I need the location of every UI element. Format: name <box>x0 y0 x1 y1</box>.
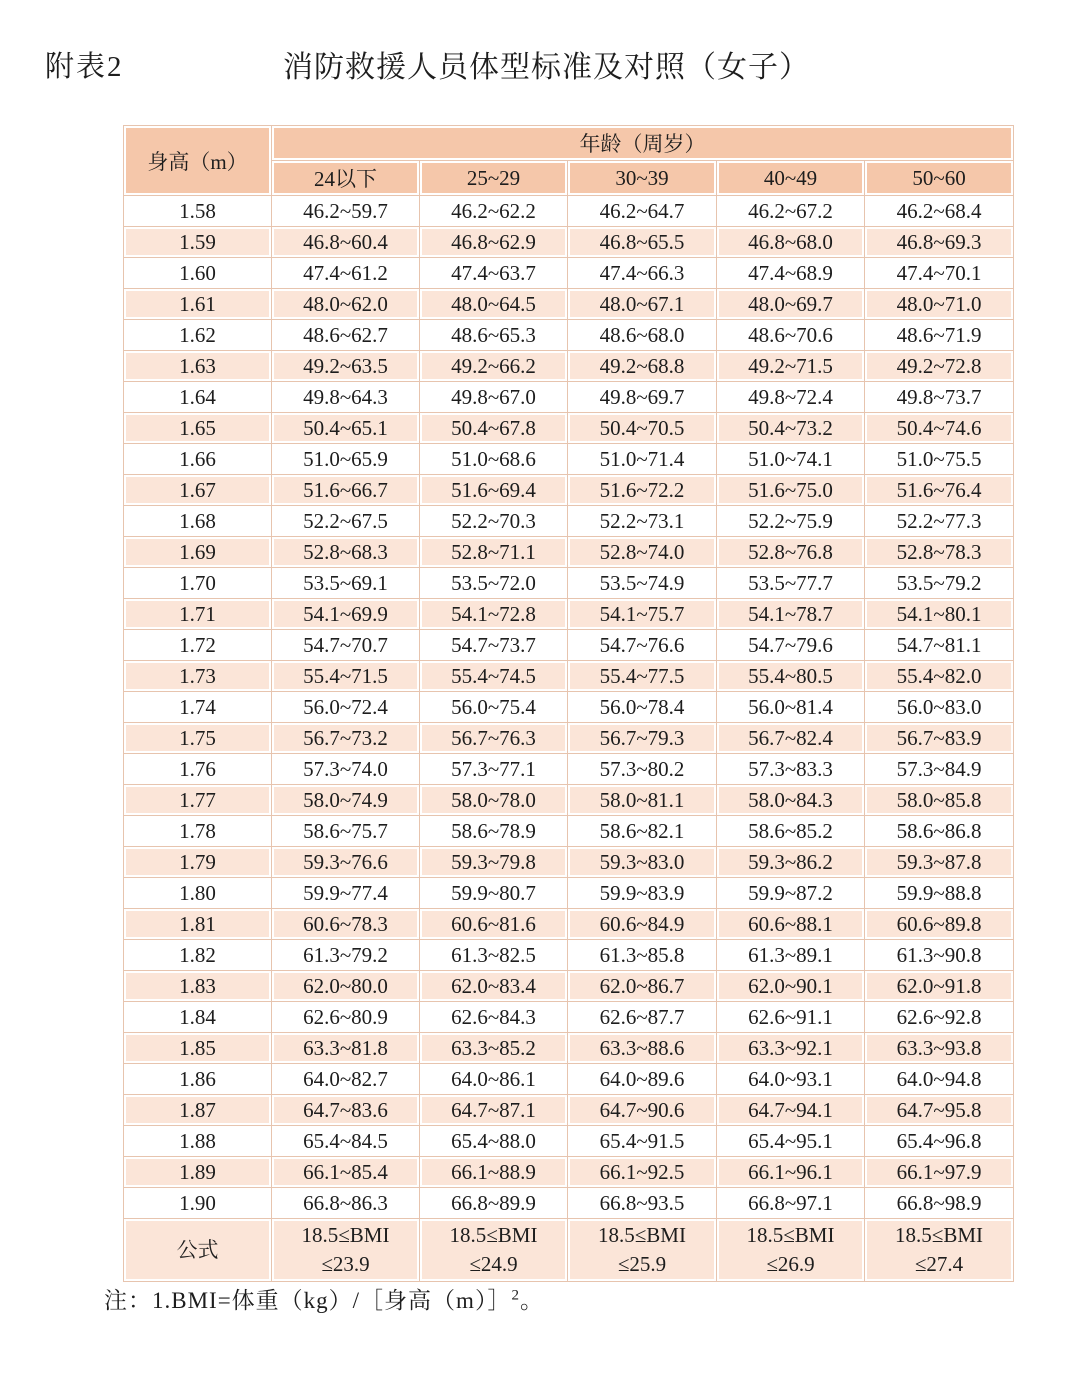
weight-range-cell: 64.7~87.1 <box>420 1095 567 1125</box>
weight-range-cell: 48.0~64.5 <box>420 289 567 319</box>
weight-range-cell: 46.8~68.0 <box>717 227 864 257</box>
weight-range-cell: 63.3~88.6 <box>568 1033 716 1063</box>
table-row <box>124 847 1013 877</box>
weight-range-cell: 55.4~77.5 <box>568 661 716 691</box>
formula-cell <box>865 1219 1013 1281</box>
weight-range-cell: 59.3~76.6 <box>272 847 419 877</box>
weight-range-cell: 58.0~84.3 <box>717 785 864 815</box>
weight-range-cell: 49.8~69.7 <box>568 382 716 412</box>
height-cell: 1.59 <box>124 227 271 257</box>
height-cell: 1.78 <box>124 816 271 846</box>
weight-range-cell: 49.8~73.7 <box>865 382 1013 412</box>
height-cell: 1.79 <box>124 847 271 877</box>
weight-range-cell: 55.4~82.0 <box>865 661 1013 691</box>
weight-range-cell: 54.7~79.6 <box>717 630 864 660</box>
table-row <box>124 816 1013 846</box>
table-row <box>124 1188 1013 1218</box>
height-cell: 1.76 <box>124 754 271 784</box>
height-cell: 1.90 <box>124 1188 271 1218</box>
table-row <box>124 382 1013 412</box>
weight-range-cell: 50.4~65.1 <box>272 413 419 443</box>
weight-range-cell: 49.2~72.8 <box>865 351 1013 381</box>
weight-range-cell: 52.2~75.9 <box>717 506 864 536</box>
weight-range-cell: 60.6~84.9 <box>568 909 716 939</box>
height-cell: 1.86 <box>124 1064 271 1094</box>
weight-range-cell: 66.1~85.4 <box>272 1157 419 1187</box>
weight-range-cell: 62.0~86.7 <box>568 971 716 1001</box>
weight-range-cell: 52.8~76.8 <box>717 537 864 567</box>
formula-cell <box>272 1219 419 1281</box>
weight-range-cell: 52.2~77.3 <box>865 506 1013 536</box>
weight-range-cell: 56.7~79.3 <box>568 723 716 753</box>
weight-range-cell: 46.2~62.2 <box>420 196 567 226</box>
weight-range-cell: 57.3~80.2 <box>568 754 716 784</box>
weight-range-cell: 63.3~93.8 <box>865 1033 1013 1063</box>
weight-range-cell: 63.3~81.8 <box>272 1033 419 1063</box>
weight-range-cell: 54.7~76.6 <box>568 630 716 660</box>
weight-range-cell: 57.3~74.0 <box>272 754 419 784</box>
height-cell: 1.81 <box>124 909 271 939</box>
weight-range-cell: 66.8~93.5 <box>568 1188 716 1218</box>
table-row <box>124 227 1013 257</box>
weight-range-cell: 65.4~88.0 <box>420 1126 567 1156</box>
weight-range-cell: 48.6~62.7 <box>272 320 419 350</box>
height-cell: 1.60 <box>124 258 271 288</box>
weight-range-cell: 59.3~87.8 <box>865 847 1013 877</box>
weight-range-cell: 56.0~75.4 <box>420 692 567 722</box>
height-cell: 1.87 <box>124 1095 271 1125</box>
weight-range-cell: 56.7~73.2 <box>272 723 419 753</box>
weight-range-cell: 62.6~80.9 <box>272 1002 419 1032</box>
weight-range-cell: 64.0~82.7 <box>272 1064 419 1094</box>
weight-range-cell: 58.6~78.9 <box>420 816 567 846</box>
table-row <box>124 289 1013 319</box>
formula-cell <box>717 1219 864 1281</box>
weight-range-cell: 58.6~75.7 <box>272 816 419 846</box>
page-title: 消防救援人员体型标准及对照（女子） <box>283 51 810 84</box>
weight-range-cell: 56.0~83.0 <box>865 692 1013 722</box>
table-row <box>124 971 1013 1001</box>
weight-range-cell: 64.7~94.1 <box>717 1095 864 1125</box>
formula-row <box>124 1219 1013 1281</box>
height-cell: 1.66 <box>124 444 271 474</box>
weight-range-cell: 46.2~68.4 <box>865 196 1013 226</box>
table-row <box>124 568 1013 598</box>
weight-range-cell: 46.2~67.2 <box>717 196 864 226</box>
weight-range-cell: 64.7~95.8 <box>865 1095 1013 1125</box>
weight-range-cell: 53.5~72.0 <box>420 568 567 598</box>
weight-range-cell: 53.5~77.7 <box>717 568 864 598</box>
table-row <box>124 1064 1013 1094</box>
weight-range-cell: 63.3~92.1 <box>717 1033 864 1063</box>
weight-range-cell: 52.8~78.3 <box>865 537 1013 567</box>
weight-range-cell: 52.2~67.5 <box>272 506 419 536</box>
weight-range-cell: 46.2~59.7 <box>272 196 419 226</box>
weight-range-cell: 66.1~92.5 <box>568 1157 716 1187</box>
weight-range-cell: 50.4~73.2 <box>717 413 864 443</box>
footnote-text: 注：1.BMI=体重（kg）/［身高（m）］ <box>104 1288 512 1313</box>
weight-range-cell: 51.6~69.4 <box>420 475 567 505</box>
weight-range-cell: 56.7~82.4 <box>717 723 864 753</box>
weight-range-cell: 64.0~86.1 <box>420 1064 567 1094</box>
weight-range-cell: 54.1~72.8 <box>420 599 567 629</box>
height-cell: 1.71 <box>124 599 271 629</box>
weight-range-cell: 51.0~68.6 <box>420 444 567 474</box>
weight-range-cell: 59.3~83.0 <box>568 847 716 877</box>
age-column-header: 25~29 <box>420 161 567 195</box>
weight-range-cell: 53.5~74.9 <box>568 568 716 598</box>
weight-range-cell: 62.0~83.4 <box>420 971 567 1001</box>
weight-range-cell: 64.0~94.8 <box>865 1064 1013 1094</box>
weight-range-cell: 50.4~74.6 <box>865 413 1013 443</box>
weight-range-cell: 58.0~81.1 <box>568 785 716 815</box>
table-row <box>124 537 1013 567</box>
weight-range-cell: 51.6~72.2 <box>568 475 716 505</box>
weight-range-cell: 49.2~63.5 <box>272 351 419 381</box>
height-cell: 1.74 <box>124 692 271 722</box>
weight-range-cell: 53.5~69.1 <box>272 568 419 598</box>
weight-range-cell: 49.8~67.0 <box>420 382 567 412</box>
weight-range-cell: 64.0~89.6 <box>568 1064 716 1094</box>
weight-range-cell: 59.3~86.2 <box>717 847 864 877</box>
weight-range-cell: 46.8~69.3 <box>865 227 1013 257</box>
weight-range-cell: 52.2~73.1 <box>568 506 716 536</box>
weight-range-cell: 54.1~75.7 <box>568 599 716 629</box>
weight-range-cell: 66.1~97.9 <box>865 1157 1013 1187</box>
formula-label-cell: 公式 <box>124 1219 271 1281</box>
table-header <box>124 126 1013 195</box>
table-body <box>124 196 1013 1281</box>
weight-range-cell: 66.8~86.3 <box>272 1188 419 1218</box>
formula-line: 18.5≤BMI <box>598 1223 686 1247</box>
footnote-suffix: 。 <box>519 1288 544 1313</box>
weight-range-cell: 58.0~78.0 <box>420 785 567 815</box>
weight-range-cell: 56.7~76.3 <box>420 723 567 753</box>
table-row <box>124 785 1013 815</box>
weight-range-cell: 55.4~80.5 <box>717 661 864 691</box>
weight-range-cell: 53.5~79.2 <box>865 568 1013 598</box>
weight-range-cell: 52.8~74.0 <box>568 537 716 567</box>
table-row <box>124 475 1013 505</box>
weight-range-cell: 66.8~89.9 <box>420 1188 567 1218</box>
table-row <box>124 940 1013 970</box>
height-cell: 1.85 <box>124 1033 271 1063</box>
weight-range-cell: 60.6~81.6 <box>420 909 567 939</box>
height-cell: 1.63 <box>124 351 271 381</box>
weight-range-cell: 65.4~84.5 <box>272 1126 419 1156</box>
appendix-label: 附表2 <box>45 51 124 83</box>
weight-range-cell: 47.4~70.1 <box>865 258 1013 288</box>
weight-range-cell: 66.1~88.9 <box>420 1157 567 1187</box>
formula-line: ≤23.9 <box>321 1252 370 1276</box>
footnote-superscript: 2 <box>511 1287 520 1304</box>
height-cell: 1.61 <box>124 289 271 319</box>
table-row <box>124 630 1013 660</box>
weight-range-cell: 47.4~61.2 <box>272 258 419 288</box>
weight-range-cell: 58.6~86.8 <box>865 816 1013 846</box>
weight-range-cell: 58.6~85.2 <box>717 816 864 846</box>
weight-range-cell: 62.6~84.3 <box>420 1002 567 1032</box>
weight-range-cell: 55.4~74.5 <box>420 661 567 691</box>
weight-range-cell: 54.1~78.7 <box>717 599 864 629</box>
weight-range-cell: 49.2~66.2 <box>420 351 567 381</box>
weight-range-cell: 60.6~89.8 <box>865 909 1013 939</box>
formula-line: ≤27.4 <box>914 1252 964 1276</box>
weight-range-cell: 52.8~68.3 <box>272 537 419 567</box>
weight-range-cell: 48.0~71.0 <box>865 289 1013 319</box>
bmi-standard-table <box>123 125 1014 1282</box>
weight-range-cell: 60.6~88.1 <box>717 909 864 939</box>
weight-range-cell: 62.0~91.8 <box>865 971 1013 1001</box>
height-cell: 1.62 <box>124 320 271 350</box>
weight-range-cell: 48.6~68.0 <box>568 320 716 350</box>
height-cell: 1.77 <box>124 785 271 815</box>
table-row <box>124 351 1013 381</box>
weight-range-cell: 56.0~78.4 <box>568 692 716 722</box>
weight-range-cell: 54.1~69.9 <box>272 599 419 629</box>
table-row <box>124 909 1013 939</box>
table-row <box>124 506 1013 536</box>
formula-line: 18.5≤BMI <box>746 1223 835 1247</box>
weight-range-cell: 51.6~75.0 <box>717 475 864 505</box>
weight-range-cell: 64.7~83.6 <box>272 1095 419 1125</box>
weight-range-cell: 48.6~70.6 <box>717 320 864 350</box>
age-column-header: 24以下 <box>272 161 419 195</box>
weight-range-cell: 58.0~74.9 <box>272 785 419 815</box>
height-cell: 1.82 <box>124 940 271 970</box>
height-cell: 1.83 <box>124 971 271 1001</box>
height-cell: 1.80 <box>124 878 271 908</box>
weight-range-cell: 52.8~71.1 <box>420 537 567 567</box>
height-column-header: 身高（m） <box>124 126 271 195</box>
formula-line: ≤24.9 <box>469 1252 518 1276</box>
table-row <box>124 692 1013 722</box>
weight-range-cell: 61.3~82.5 <box>420 940 567 970</box>
table-row <box>124 754 1013 784</box>
height-cell: 1.75 <box>124 723 271 753</box>
weight-range-cell: 60.6~78.3 <box>272 909 419 939</box>
weight-range-cell: 54.7~70.7 <box>272 630 419 660</box>
weight-range-cell: 49.2~71.5 <box>717 351 864 381</box>
document-header <box>0 0 1080 110</box>
weight-range-cell: 62.6~92.8 <box>865 1002 1013 1032</box>
height-cell: 1.84 <box>124 1002 271 1032</box>
weight-range-cell: 47.4~63.7 <box>420 258 567 288</box>
height-cell: 1.72 <box>124 630 271 660</box>
weight-range-cell: 56.0~72.4 <box>272 692 419 722</box>
weight-range-cell: 59.9~88.8 <box>865 878 1013 908</box>
age-column-header: 30~39 <box>568 161 716 195</box>
weight-range-cell: 61.3~79.2 <box>272 940 419 970</box>
height-cell: 1.88 <box>124 1126 271 1156</box>
weight-range-cell: 46.8~62.9 <box>420 227 567 257</box>
age-group-header: 年龄（周岁） <box>272 126 1013 160</box>
weight-range-cell: 63.3~85.2 <box>420 1033 567 1063</box>
table-row <box>124 1033 1013 1063</box>
table-row <box>124 413 1013 443</box>
table-row <box>124 599 1013 629</box>
weight-range-cell: 48.0~69.7 <box>717 289 864 319</box>
weight-range-cell: 61.3~85.8 <box>568 940 716 970</box>
weight-range-cell: 49.8~64.3 <box>272 382 419 412</box>
height-cell: 1.70 <box>124 568 271 598</box>
weight-range-cell: 57.3~77.1 <box>420 754 567 784</box>
height-cell: 1.73 <box>124 661 271 691</box>
weight-range-cell: 62.6~91.1 <box>717 1002 864 1032</box>
weight-range-cell: 59.9~83.9 <box>568 878 716 908</box>
weight-range-cell: 62.0~80.0 <box>272 971 419 1001</box>
weight-range-cell: 51.6~76.4 <box>865 475 1013 505</box>
weight-range-cell: 59.3~79.8 <box>420 847 567 877</box>
weight-range-cell: 65.4~95.1 <box>717 1126 864 1156</box>
table-row <box>124 258 1013 288</box>
weight-range-cell: 59.9~80.7 <box>420 878 567 908</box>
table-row <box>124 723 1013 753</box>
table-row <box>124 661 1013 691</box>
weight-range-cell: 66.1~96.1 <box>717 1157 864 1187</box>
weight-range-cell: 65.4~96.8 <box>865 1126 1013 1156</box>
weight-range-cell: 66.8~97.1 <box>717 1188 864 1218</box>
weight-range-cell: 50.4~67.8 <box>420 413 567 443</box>
weight-range-cell: 47.4~66.3 <box>568 258 716 288</box>
weight-range-cell: 49.8~72.4 <box>717 382 864 412</box>
weight-range-cell: 50.4~70.5 <box>568 413 716 443</box>
weight-range-cell: 46.2~64.7 <box>568 196 716 226</box>
weight-range-cell: 47.4~68.9 <box>717 258 864 288</box>
formula-line: ≤26.9 <box>766 1252 815 1276</box>
weight-range-cell: 61.3~89.1 <box>717 940 864 970</box>
weight-range-cell: 62.0~90.1 <box>717 971 864 1001</box>
table-row <box>124 1002 1013 1032</box>
weight-range-cell: 61.3~90.8 <box>865 940 1013 970</box>
weight-range-cell: 46.8~65.5 <box>568 227 716 257</box>
height-cell: 1.69 <box>124 537 271 567</box>
weight-range-cell: 64.7~90.6 <box>568 1095 716 1125</box>
footnote <box>104 1282 544 1315</box>
weight-range-cell: 51.0~71.4 <box>568 444 716 474</box>
table-row <box>124 878 1013 908</box>
table-row <box>124 1126 1013 1156</box>
formula-line: 18.5≤BMI <box>301 1223 390 1247</box>
height-cell: 1.58 <box>124 196 271 226</box>
weight-range-cell: 51.0~65.9 <box>272 444 419 474</box>
weight-range-cell: 62.6~87.7 <box>568 1002 716 1032</box>
weight-range-cell: 49.2~68.8 <box>568 351 716 381</box>
table-row <box>124 1095 1013 1125</box>
weight-range-cell: 56.0~81.4 <box>717 692 864 722</box>
weight-range-cell: 57.3~83.3 <box>717 754 864 784</box>
header-row-age-group <box>124 126 1013 160</box>
height-cell: 1.67 <box>124 475 271 505</box>
weight-range-cell: 48.6~71.9 <box>865 320 1013 350</box>
formula-cell <box>420 1219 567 1281</box>
weight-range-cell: 59.9~77.4 <box>272 878 419 908</box>
age-column-header: 50~60 <box>865 161 1013 195</box>
weight-range-cell: 46.8~60.4 <box>272 227 419 257</box>
weight-range-cell: 48.0~67.1 <box>568 289 716 319</box>
weight-range-cell: 64.0~93.1 <box>717 1064 864 1094</box>
weight-range-cell: 65.4~91.5 <box>568 1126 716 1156</box>
formula-cell <box>568 1219 716 1281</box>
weight-range-cell: 58.0~85.8 <box>865 785 1013 815</box>
weight-range-cell: 52.2~70.3 <box>420 506 567 536</box>
weight-range-cell: 55.4~71.5 <box>272 661 419 691</box>
weight-range-cell: 58.6~82.1 <box>568 816 716 846</box>
table-row <box>124 444 1013 474</box>
height-cell: 1.64 <box>124 382 271 412</box>
formula-line: 18.5≤BMI <box>449 1223 538 1247</box>
weight-range-cell: 66.8~98.9 <box>865 1188 1013 1218</box>
weight-range-cell: 51.0~74.1 <box>717 444 864 474</box>
weight-range-cell: 48.0~62.0 <box>272 289 419 319</box>
weight-range-cell: 54.7~81.1 <box>865 630 1013 660</box>
weight-range-cell: 56.7~83.9 <box>865 723 1013 753</box>
table-row <box>124 1157 1013 1187</box>
weight-range-cell: 57.3~84.9 <box>865 754 1013 784</box>
table-row <box>124 320 1013 350</box>
weight-range-cell: 54.1~80.1 <box>865 599 1013 629</box>
age-column-header: 40~49 <box>717 161 864 195</box>
table-row <box>124 196 1013 226</box>
formula-line: ≤25.9 <box>617 1252 667 1276</box>
weight-range-cell: 59.9~87.2 <box>717 878 864 908</box>
weight-range-cell: 51.6~66.7 <box>272 475 419 505</box>
formula-line: 18.5≤BMI <box>895 1223 983 1247</box>
weight-range-cell: 51.0~75.5 <box>865 444 1013 474</box>
height-cell: 1.89 <box>124 1157 271 1187</box>
height-cell: 1.65 <box>124 413 271 443</box>
height-cell: 1.68 <box>124 506 271 536</box>
weight-range-cell: 48.6~65.3 <box>420 320 567 350</box>
weight-range-cell: 54.7~73.7 <box>420 630 567 660</box>
